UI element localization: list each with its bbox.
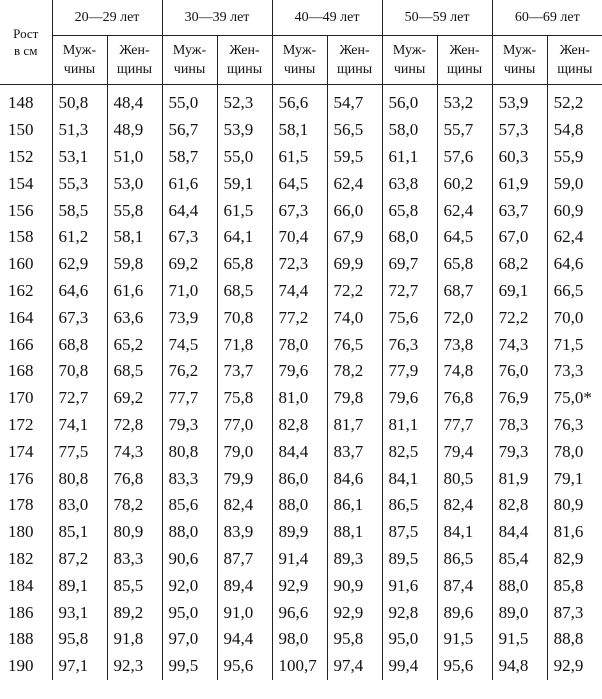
weight-cell: 60,9	[547, 197, 602, 224]
table-row	[0, 599, 602, 626]
weight-cell: 90,9	[327, 572, 382, 599]
weight-cell: 74,3	[107, 438, 162, 465]
height-cell: 188	[0, 626, 52, 653]
table-header	[0, 0, 602, 85]
weight-cell: 77,9	[382, 358, 437, 385]
weight-cell: 81,6	[547, 519, 602, 546]
table-row	[0, 572, 602, 599]
table-row	[0, 653, 602, 680]
weight-cell: 64,6	[547, 251, 602, 278]
weight-cell: 78,2	[327, 358, 382, 385]
weight-cell: 51,3	[52, 117, 107, 144]
women-subheader: Жен- щины	[327, 36, 382, 85]
weight-cell: 67,3	[272, 197, 327, 224]
weight-cell: 80,8	[52, 465, 107, 492]
weight-cell: 79,3	[162, 412, 217, 439]
age-group-header: 30—39 лет	[162, 0, 272, 36]
weight-cell: 89,9	[272, 519, 327, 546]
weight-cell: 67,9	[327, 224, 382, 251]
height-cell: 166	[0, 331, 52, 358]
table-row	[0, 546, 602, 573]
weight-cell: 53,2	[437, 85, 492, 117]
weight-cell: 77,7	[437, 412, 492, 439]
weight-cell: 99,4	[382, 653, 437, 680]
weight-cell: 76,9	[492, 385, 547, 412]
weight-cell: 89,0	[492, 599, 547, 626]
weight-cell: 89,5	[382, 546, 437, 573]
weight-cell: 58,5	[52, 197, 107, 224]
weight-cell: 86,0	[272, 465, 327, 492]
weight-cell: 87,4	[437, 572, 492, 599]
table-row	[0, 85, 602, 117]
weight-cell: 79,6	[272, 358, 327, 385]
weight-cell: 83,7	[327, 438, 382, 465]
weight-cell: 85,6	[162, 492, 217, 519]
height-cell: 180	[0, 519, 52, 546]
weight-cell: 77,5	[52, 438, 107, 465]
weight-cell: 59,8	[107, 251, 162, 278]
sex-header-row	[0, 36, 602, 85]
weight-cell: 80,9	[107, 519, 162, 546]
weight-cell: 53,9	[217, 117, 272, 144]
weight-cell: 95,6	[437, 653, 492, 680]
weight-cell: 89,3	[327, 546, 382, 573]
weight-cell: 91,5	[437, 626, 492, 653]
weight-cell: 72,8	[107, 412, 162, 439]
weight-cell: 74,8	[437, 358, 492, 385]
weight-cell: 85,8	[547, 572, 602, 599]
weight-cell: 79,6	[382, 385, 437, 412]
men-subheader: Муж- чины	[492, 36, 547, 85]
height-cell: 182	[0, 546, 52, 573]
weight-cell: 70,0	[547, 304, 602, 331]
weight-cell: 92,9	[327, 599, 382, 626]
weight-cell: 79,1	[547, 465, 602, 492]
weight-cell: 92,0	[162, 572, 217, 599]
weight-cell: 87,2	[52, 546, 107, 573]
weight-cell: 50,8	[52, 85, 107, 117]
weight-cell: 88,0	[492, 572, 547, 599]
weight-cell: 76,5	[327, 331, 382, 358]
weight-cell: 75,0*	[547, 385, 602, 412]
weight-cell: 61,2	[52, 224, 107, 251]
height-cell: 172	[0, 412, 52, 439]
weight-cell: 55,7	[437, 117, 492, 144]
height-cell: 162	[0, 278, 52, 305]
weight-cell: 84,4	[492, 519, 547, 546]
weight-cell: 71,0	[162, 278, 217, 305]
table-row	[0, 626, 602, 653]
weight-cell: 91,0	[217, 599, 272, 626]
weight-cell: 62,4	[547, 224, 602, 251]
weight-cell: 62,4	[437, 197, 492, 224]
weight-cell: 59,5	[327, 144, 382, 171]
weight-cell: 78,2	[107, 492, 162, 519]
weight-cell: 78,3	[492, 412, 547, 439]
weight-cell: 74,3	[492, 331, 547, 358]
weight-cell: 77,7	[162, 385, 217, 412]
age-group-header: 60—69 лет	[492, 0, 602, 36]
weight-cell: 61,6	[107, 278, 162, 305]
weight-cell: 59,0	[547, 170, 602, 197]
weight-cell: 68,5	[107, 358, 162, 385]
weight-cell: 97,4	[327, 653, 382, 680]
weight-cell: 72,2	[327, 278, 382, 305]
weight-cell: 57,6	[437, 144, 492, 171]
table-row	[0, 438, 602, 465]
weight-cell: 89,2	[107, 599, 162, 626]
weight-cell: 53,0	[107, 170, 162, 197]
weight-cell: 82,9	[547, 546, 602, 573]
weight-cell: 82,8	[492, 492, 547, 519]
weight-cell: 52,3	[217, 85, 272, 117]
weight-cell: 64,5	[437, 224, 492, 251]
weight-cell: 92,9	[272, 572, 327, 599]
weight-cell: 67,3	[52, 304, 107, 331]
weight-cell: 67,3	[162, 224, 217, 251]
weight-cell: 70,8	[52, 358, 107, 385]
weight-cell: 74,5	[162, 331, 217, 358]
weight-cell: 85,5	[107, 572, 162, 599]
weight-cell: 69,9	[327, 251, 382, 278]
table-row	[0, 412, 602, 439]
weight-cell: 91,8	[107, 626, 162, 653]
weight-cell: 80,8	[162, 438, 217, 465]
weight-cell: 81,0	[272, 385, 327, 412]
age-group-header: 40—49 лет	[272, 0, 382, 36]
weight-cell: 61,6	[162, 170, 217, 197]
weight-cell: 56,5	[327, 117, 382, 144]
table-row	[0, 492, 602, 519]
weight-cell: 64,1	[217, 224, 272, 251]
weight-cell: 95,0	[162, 599, 217, 626]
weight-cell: 69,2	[162, 251, 217, 278]
weight-cell: 79,8	[327, 385, 382, 412]
height-cell: 150	[0, 117, 52, 144]
weight-cell: 95,6	[217, 653, 272, 680]
weight-cell: 64,5	[272, 170, 327, 197]
weight-cell: 77,2	[272, 304, 327, 331]
weight-cell: 96,6	[272, 599, 327, 626]
height-cell: 174	[0, 438, 52, 465]
weight-cell: 62,9	[52, 251, 107, 278]
weight-cell: 48,9	[107, 117, 162, 144]
weight-cell: 61,9	[492, 170, 547, 197]
table-row	[0, 331, 602, 358]
weight-cell: 81,7	[327, 412, 382, 439]
age-group-header: 20—29 лет	[52, 0, 162, 36]
weight-cell: 83,3	[162, 465, 217, 492]
weight-cell: 93,1	[52, 599, 107, 626]
weight-cell: 58,1	[107, 224, 162, 251]
height-cell: 164	[0, 304, 52, 331]
weight-cell: 61,5	[217, 197, 272, 224]
height-cell: 176	[0, 465, 52, 492]
weight-cell: 76,3	[382, 331, 437, 358]
weight-cell: 65,8	[382, 197, 437, 224]
table-row	[0, 144, 602, 171]
height-cell: 156	[0, 197, 52, 224]
weight-cell: 55,8	[107, 197, 162, 224]
weight-cell: 85,4	[492, 546, 547, 573]
height-column-label: Рост в см	[13, 26, 39, 58]
weight-cell: 86,1	[327, 492, 382, 519]
height-cell: 152	[0, 144, 52, 171]
weight-cell: 95,8	[327, 626, 382, 653]
table-row	[0, 519, 602, 546]
weight-cell: 58,0	[382, 117, 437, 144]
weight-cell: 65,8	[217, 251, 272, 278]
weight-cell: 87,3	[547, 599, 602, 626]
weight-cell: 89,4	[217, 572, 272, 599]
weight-cell: 51,0	[107, 144, 162, 171]
height-cell: 178	[0, 492, 52, 519]
weight-cell: 94,4	[217, 626, 272, 653]
weight-cell: 56,7	[162, 117, 217, 144]
weight-cell: 68,2	[492, 251, 547, 278]
weight-cell: 95,0	[382, 626, 437, 653]
weight-cell: 81,9	[492, 465, 547, 492]
height-cell: 190	[0, 653, 52, 680]
weight-cell: 55,0	[162, 85, 217, 117]
weight-cell: 77,0	[217, 412, 272, 439]
weight-cell: 92,8	[382, 599, 437, 626]
height-cell: 158	[0, 224, 52, 251]
weight-cell: 82,8	[272, 412, 327, 439]
weight-cell: 73,8	[437, 331, 492, 358]
weight-cell: 55,9	[547, 144, 602, 171]
weight-cell: 75,6	[382, 304, 437, 331]
weight-cell: 78,0	[272, 331, 327, 358]
table-row	[0, 465, 602, 492]
women-subheader: Жен- щины	[437, 36, 492, 85]
height-cell: 184	[0, 572, 52, 599]
weight-cell: 79,9	[217, 465, 272, 492]
women-subheader: Жен- щины	[107, 36, 162, 85]
table-row	[0, 251, 602, 278]
weight-cell: 65,2	[107, 331, 162, 358]
weight-cell: 91,4	[272, 546, 327, 573]
table-row	[0, 358, 602, 385]
men-subheader: Муж- чины	[52, 36, 107, 85]
weight-cell: 68,0	[382, 224, 437, 251]
weight-cell: 83,0	[52, 492, 107, 519]
weight-cell: 72,2	[492, 304, 547, 331]
weight-cell: 79,4	[437, 438, 492, 465]
weight-cell: 68,5	[217, 278, 272, 305]
weight-cell: 59,1	[217, 170, 272, 197]
weight-cell: 57,3	[492, 117, 547, 144]
weight-cell: 74,1	[52, 412, 107, 439]
weight-cell: 52,2	[547, 85, 602, 117]
weight-cell: 64,4	[162, 197, 217, 224]
weight-cell: 98,0	[272, 626, 327, 653]
weight-cell: 86,5	[382, 492, 437, 519]
height-cell: 186	[0, 599, 52, 626]
weight-cell: 69,7	[382, 251, 437, 278]
weight-cell: 91,5	[492, 626, 547, 653]
weight-cell: 82,4	[217, 492, 272, 519]
weight-cell: 67,0	[492, 224, 547, 251]
weight-cell: 84,6	[327, 465, 382, 492]
weight-cell: 91,6	[382, 572, 437, 599]
weight-cell: 80,5	[437, 465, 492, 492]
table-row	[0, 117, 602, 144]
weight-cell: 62,4	[327, 170, 382, 197]
weight-cell: 83,9	[217, 519, 272, 546]
weight-cell: 80,9	[547, 492, 602, 519]
weight-cell: 58,1	[272, 117, 327, 144]
weight-cell: 73,9	[162, 304, 217, 331]
weight-cell: 86,5	[437, 546, 492, 573]
weight-cell: 69,1	[492, 278, 547, 305]
weight-cell: 76,2	[162, 358, 217, 385]
weight-cell: 61,5	[272, 144, 327, 171]
weight-cell: 92,9	[547, 653, 602, 680]
weight-cell: 76,8	[107, 465, 162, 492]
table-row	[0, 304, 602, 331]
weight-cell: 56,6	[272, 85, 327, 117]
weight-cell: 75,8	[217, 385, 272, 412]
weight-cell: 85,1	[52, 519, 107, 546]
age-group-row	[0, 0, 602, 36]
weight-cell: 68,7	[437, 278, 492, 305]
weight-cell: 82,4	[437, 492, 492, 519]
weight-cell: 60,2	[437, 170, 492, 197]
weight-cell: 89,1	[52, 572, 107, 599]
weight-cell: 79,0	[217, 438, 272, 465]
table-body	[0, 85, 602, 680]
weight-cell: 53,9	[492, 85, 547, 117]
weight-cell: 61,1	[382, 144, 437, 171]
weight-cell: 60,3	[492, 144, 547, 171]
men-subheader: Муж- чины	[272, 36, 327, 85]
weight-cell: 76,3	[547, 412, 602, 439]
weight-cell: 65,8	[437, 251, 492, 278]
weight-cell: 63,7	[492, 197, 547, 224]
weight-cell: 56,0	[382, 85, 437, 117]
weight-cell: 84,1	[437, 519, 492, 546]
weight-cell: 55,0	[217, 144, 272, 171]
weight-cell: 82,5	[382, 438, 437, 465]
height-column-header	[0, 0, 52, 85]
women-subheader: Жен- щины	[217, 36, 272, 85]
weight-cell: 70,8	[217, 304, 272, 331]
table-row	[0, 197, 602, 224]
weight-cell: 69,2	[107, 385, 162, 412]
men-subheader: Муж- чины	[382, 36, 437, 85]
weight-cell: 74,4	[272, 278, 327, 305]
weight-cell: 70,4	[272, 224, 327, 251]
table-row	[0, 385, 602, 412]
weight-cell: 87,5	[382, 519, 437, 546]
weight-cell: 73,3	[547, 358, 602, 385]
weight-cell: 74,0	[327, 304, 382, 331]
weight-cell: 54,8	[547, 117, 602, 144]
weight-cell: 55,3	[52, 170, 107, 197]
weight-cell: 63,8	[382, 170, 437, 197]
weight-cell: 83,3	[107, 546, 162, 573]
height-cell: 160	[0, 251, 52, 278]
weight-cell: 71,5	[547, 331, 602, 358]
weight-cell: 48,4	[107, 85, 162, 117]
weight-cell: 72,7	[52, 385, 107, 412]
weight-cell: 78,0	[547, 438, 602, 465]
weight-cell: 54,7	[327, 85, 382, 117]
weight-cell: 87,7	[217, 546, 272, 573]
weight-cell: 72,0	[437, 304, 492, 331]
weight-cell: 72,3	[272, 251, 327, 278]
weight-cell: 72,7	[382, 278, 437, 305]
weight-cell: 88,0	[272, 492, 327, 519]
weight-cell: 100,7	[272, 653, 327, 680]
weight-cell: 88,8	[547, 626, 602, 653]
women-subheader: Жен- щины	[547, 36, 602, 85]
age-group-header: 50—59 лет	[382, 0, 492, 36]
weight-cell: 94,8	[492, 653, 547, 680]
weight-cell: 88,1	[327, 519, 382, 546]
weight-cell: 66,0	[327, 197, 382, 224]
weight-cell: 64,6	[52, 278, 107, 305]
men-subheader: Муж- чины	[162, 36, 217, 85]
weight-cell: 97,0	[162, 626, 217, 653]
weight-cell: 89,6	[437, 599, 492, 626]
table-row	[0, 278, 602, 305]
weight-cell: 76,0	[492, 358, 547, 385]
height-cell: 170	[0, 385, 52, 412]
weight-cell: 90,6	[162, 546, 217, 573]
weight-cell: 53,1	[52, 144, 107, 171]
height-cell: 154	[0, 170, 52, 197]
height-cell: 148	[0, 85, 52, 117]
weight-cell: 66,5	[547, 278, 602, 305]
weight-cell: 84,1	[382, 465, 437, 492]
weight-cell: 73,7	[217, 358, 272, 385]
weight-cell: 97,1	[52, 653, 107, 680]
weight-cell: 76,8	[437, 385, 492, 412]
weight-cell: 81,1	[382, 412, 437, 439]
weight-cell: 58,7	[162, 144, 217, 171]
weight-cell: 68,8	[52, 331, 107, 358]
weight-cell: 88,0	[162, 519, 217, 546]
table-row	[0, 170, 602, 197]
weight-cell: 84,4	[272, 438, 327, 465]
weight-cell: 99,5	[162, 653, 217, 680]
height-cell: 168	[0, 358, 52, 385]
weight-cell: 71,8	[217, 331, 272, 358]
table-row	[0, 224, 602, 251]
weight-cell: 95,8	[52, 626, 107, 653]
weight-cell: 79,3	[492, 438, 547, 465]
weight-cell: 92,3	[107, 653, 162, 680]
weight-cell: 63,6	[107, 304, 162, 331]
